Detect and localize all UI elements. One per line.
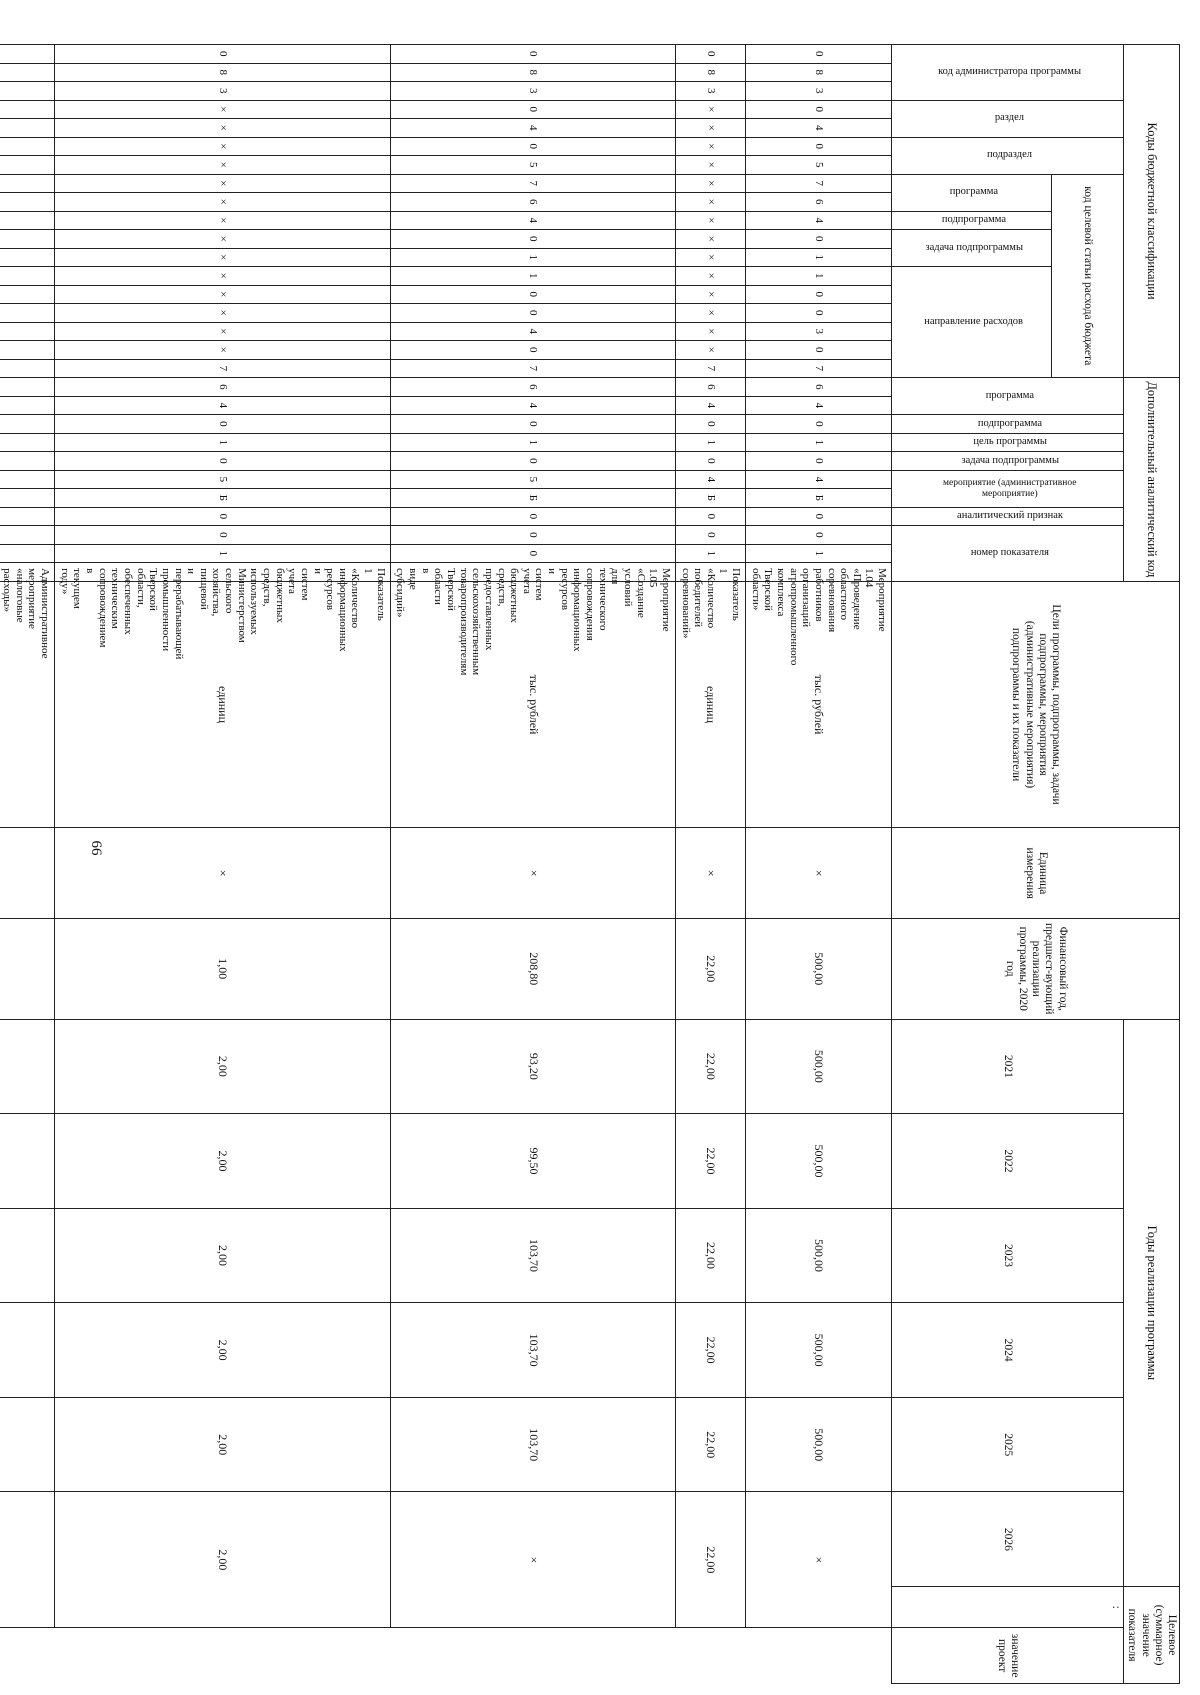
code-cell-admin: 8 <box>55 63 391 82</box>
code-cell-direction: 0 <box>390 341 675 360</box>
table-row <box>390 45 675 1684</box>
analytic-code-cell <box>0 489 55 508</box>
subsection-header: подраздел <box>987 149 1033 161</box>
analytic-code-cell: 0 <box>675 452 745 471</box>
code-cell-admin: 8 <box>675 63 745 82</box>
analytic-code-cell: 0 <box>675 507 745 526</box>
code-cell-program: 7 <box>390 174 675 193</box>
code-cell-subsection: 5 <box>746 156 892 175</box>
code-cell-subsection: × <box>55 137 391 156</box>
analytic-code-cell: 1 <box>390 433 675 452</box>
year-2021-header: 2021 <box>892 1019 1124 1114</box>
value-2026 <box>0 1397 55 1492</box>
analytic-code-cell <box>0 415 55 434</box>
code-cell-section <box>0 119 55 138</box>
code-cell-direction: × <box>55 285 391 304</box>
row-description: Показатель 1 «Количество информационных ресурсов и систем учета бюджетных средств, используемых Министерством сельского хозяйства, пищевой и перерабатывающей промышленности Тверской области, обеспеченных техническим сопровождением в текущем году» <box>55 563 391 582</box>
analytic-code-cell: 1 <box>746 544 892 563</box>
target-year-mark: : <box>892 1587 1124 1628</box>
code-cell-subsection: 0 <box>746 137 892 156</box>
code-cell-task: 1 <box>390 248 675 267</box>
code-cell-subsection: × <box>55 156 391 175</box>
analytic-code-cell: Б <box>55 489 391 508</box>
value-2024: 22,00 <box>675 1208 745 1303</box>
budget-codes-header: Коды бюджетной классификации <box>1124 45 1180 378</box>
subprogram-task-header: задача подпрограммы <box>924 241 1023 253</box>
code-cell-direction: × <box>675 285 745 304</box>
code-cell-direction: × <box>675 267 745 286</box>
ac-event-header: мероприятие (административное мероприятие) <box>943 477 1077 499</box>
target-article-header: код целевой статьи расхода бюджета <box>1052 174 1124 378</box>
value-2023: 2,00 <box>55 1114 391 1209</box>
value-2024: 2,00 <box>55 1208 391 1303</box>
row-fin-year-value: × <box>390 828 675 918</box>
value-2025 <box>0 1303 55 1398</box>
row-unit: единиц <box>675 581 745 828</box>
code-cell-section: × <box>675 119 745 138</box>
code-cell-direction: 0 <box>746 285 892 304</box>
program-indicators-table <box>0 44 1180 1684</box>
fin-year-header: Финансовый год, предшест-вующий реализации программы, 2020 год <box>892 918 1180 1019</box>
analytic-code-cell: 1 <box>675 544 745 563</box>
code-cell-program: 6 <box>746 193 892 212</box>
code-cell-program: 7 <box>746 174 892 193</box>
row-unit: тыс. рублей <box>390 581 675 828</box>
code-cell-admin: 0 <box>746 45 892 64</box>
value-2026: 22,00 <box>675 1397 745 1492</box>
value-2024: 500,00 <box>746 1208 892 1303</box>
analytic-code-cell: 0 <box>55 507 391 526</box>
code-cell-subsection: 5 <box>390 156 675 175</box>
code-cell-subsection: × <box>675 137 745 156</box>
analytic-code-cell: 0 <box>746 415 892 434</box>
code-cell-admin <box>0 82 55 101</box>
analytic-code-cell: 0 <box>390 507 675 526</box>
code-cell-program: × <box>55 193 391 212</box>
ac-goal-header: цель программы <box>972 436 1047 448</box>
analytic-code-cell <box>0 470 55 489</box>
analytic-code-cell: 4 <box>746 396 892 415</box>
code-cell-program <box>0 174 55 193</box>
code-cell-admin: 3 <box>746 82 892 101</box>
code-cell-task: × <box>55 230 391 249</box>
code-cell-direction: 0 <box>746 304 892 323</box>
code-cell-task: 0 <box>746 230 892 249</box>
code-cell-direction: × <box>675 322 745 341</box>
value-2023: 99,50 <box>390 1114 675 1209</box>
code-cell-admin: 3 <box>675 82 745 101</box>
admin-code-header: код администратора программы <box>938 66 1082 78</box>
code-cell-section: × <box>675 100 745 119</box>
year-2026-header: 2026 <box>892 1492 1124 1587</box>
extra-code-header: Дополнительный аналитический код <box>1124 378 1180 582</box>
code-cell-section: 4 <box>390 119 675 138</box>
table-row <box>55 45 391 1684</box>
analytic-code-cell: 0 <box>55 415 391 434</box>
analytic-code-cell: 7 <box>746 359 892 378</box>
analytic-code-cell: 0 <box>390 544 675 563</box>
value-2025: 500,00 <box>746 1303 892 1398</box>
row-target-value: 22,00 <box>675 1492 745 1628</box>
code-cell-section: 0 <box>390 100 675 119</box>
code-cell-admin <box>0 63 55 82</box>
year-2023-header: 2023 <box>892 1208 1124 1303</box>
expense-direction-header: направление расходов <box>924 316 1024 328</box>
analytic-code-cell: 0 <box>390 452 675 471</box>
analytic-code-cell: Б <box>390 489 675 508</box>
analytic-code-cell: 4 <box>390 396 675 415</box>
program-header: программа <box>949 186 998 198</box>
value-2023: 22,00 <box>675 1114 745 1209</box>
code-cell-program <box>0 193 55 212</box>
analytic-code-cell: 0 <box>55 452 391 471</box>
code-cell-direction: × <box>675 304 745 323</box>
analytic-code-cell: Б <box>746 489 892 508</box>
analytic-code-cell <box>0 378 55 397</box>
row-description: Показатель 1 «Количество победителей соревнований» <box>675 563 745 582</box>
ac-sign-header: аналитический признак <box>956 510 1063 522</box>
analytic-code-cell: 0 <box>390 526 675 545</box>
value-2022: 93,20 <box>390 1019 675 1114</box>
code-cell-direction <box>0 341 55 360</box>
analytic-code-cell: 7 <box>675 359 745 378</box>
value-2022: 22,00 <box>675 1019 745 1114</box>
analytic-code-cell <box>0 452 55 471</box>
unit-header: Единица измерения <box>892 828 1180 918</box>
analytic-code-cell: 4 <box>55 396 391 415</box>
code-cell-direction: × <box>675 341 745 360</box>
code-cell-subprogram: 4 <box>746 211 892 230</box>
code-cell-program: 6 <box>390 193 675 212</box>
analytic-code-cell: 6 <box>55 378 391 397</box>
value-2026: 103,70 <box>390 1397 675 1492</box>
code-cell-admin: 0 <box>390 45 675 64</box>
code-cell-subprogram: 4 <box>390 211 675 230</box>
code-cell-task: 1 <box>746 248 892 267</box>
code-cell-subprogram: × <box>675 211 745 230</box>
code-cell-admin: 8 <box>390 63 675 82</box>
ac-indicator-header: номер показателя <box>970 547 1049 559</box>
value-2021 <box>0 918 55 1019</box>
code-cell-subprogram <box>0 211 55 230</box>
analytic-code-cell <box>0 507 55 526</box>
years-header: Годы реализации программы <box>1124 1019 1180 1587</box>
code-cell-section: × <box>55 119 391 138</box>
code-cell-program: × <box>675 193 745 212</box>
analytic-code-cell: 0 <box>55 526 391 545</box>
analytic-code-cell: 4 <box>675 470 745 489</box>
code-cell-section: 0 <box>746 100 892 119</box>
value-2026: 2,00 <box>55 1397 391 1492</box>
analytic-code-cell: 4 <box>746 470 892 489</box>
value-2025: 22,00 <box>675 1303 745 1398</box>
row-description: Мероприятие 1.05 «Создание условий для технического сопровождения информационных ресурсов и систем учета бюджетных средств, предоставленных сельскохозяйственным товаропроизводителям Тверской области в виде субсидий» <box>390 563 675 582</box>
value-2021: 208,80 <box>390 918 675 1019</box>
code-cell-direction: × <box>55 322 391 341</box>
ac-task-header: задача подпрограммы <box>960 454 1059 466</box>
code-cell-admin: 8 <box>746 63 892 82</box>
analytic-code-cell: 7 <box>55 359 391 378</box>
code-cell-direction <box>0 267 55 286</box>
code-cell-admin: 3 <box>55 82 391 101</box>
analytic-code-cell: 0 <box>746 452 892 471</box>
row-fin-year-value: × <box>675 828 745 918</box>
value-2023 <box>0 1114 55 1209</box>
analytic-code-cell: 0 <box>746 526 892 545</box>
target-note: значение проект <box>892 1628 1124 1684</box>
year-2022-header: 2022 <box>892 1114 1124 1209</box>
analytic-code-cell: 0 <box>746 507 892 526</box>
code-cell-direction: 1 <box>746 267 892 286</box>
subprogram-header: подпрограмма <box>941 214 1006 226</box>
code-cell-direction: 0 <box>390 285 675 304</box>
code-cell-admin: 0 <box>55 45 391 64</box>
code-cell-direction: × <box>55 341 391 360</box>
analytic-code-cell <box>0 526 55 545</box>
value-2021: 500,00 <box>746 918 892 1019</box>
analytic-code-cell: 1 <box>55 433 391 452</box>
value-2024 <box>0 1208 55 1303</box>
row-description: Мероприятие 1.04 «Проведение областного соревнования работников организаций агропромышленного комплекса Тверской области» <box>746 563 892 582</box>
analytic-code-cell: 1 <box>746 433 892 452</box>
year-2025-header: 2025 <box>892 1397 1124 1492</box>
analytic-code-cell: 6 <box>746 378 892 397</box>
analytic-code-cell: 0 <box>390 415 675 434</box>
code-cell-direction: × <box>55 304 391 323</box>
code-cell-direction <box>0 322 55 341</box>
code-cell-direction: 1 <box>390 267 675 286</box>
analytic-code-cell: 6 <box>675 378 745 397</box>
analytic-code-cell: 4 <box>675 396 745 415</box>
value-2023: 500,00 <box>746 1114 892 1209</box>
row-target-value <box>0 1492 55 1628</box>
code-cell-direction <box>0 285 55 304</box>
code-cell-program: × <box>55 174 391 193</box>
row-description: Административное мероприятие «налоговые расходы» <box>0 563 55 582</box>
ac-subprogram-header: подпрограмма <box>977 417 1042 429</box>
value-2022: 500,00 <box>746 1019 892 1114</box>
code-cell-task <box>0 248 55 267</box>
year-2024-header: 2024 <box>892 1303 1124 1398</box>
analytic-code-cell: 1 <box>55 544 391 563</box>
code-cell-subsection: 0 <box>390 137 675 156</box>
value-2025: 2,00 <box>55 1303 391 1398</box>
analytic-code-cell <box>0 396 55 415</box>
goals-header: Цели программы, подпрограммы, задачи подпрограммы, мероприятия (административные мероприятия) подпрограммы и их показатели <box>892 581 1180 828</box>
analytic-code-cell: 1 <box>675 433 745 452</box>
code-cell-direction: 3 <box>746 322 892 341</box>
table-row <box>0 45 55 1684</box>
row-target-value: × <box>390 1492 675 1628</box>
row-fin-year-value: × <box>55 828 391 918</box>
row-target-value: × <box>746 1492 892 1628</box>
code-cell-task <box>0 230 55 249</box>
code-cell-section: 4 <box>746 119 892 138</box>
page-number: 66 <box>88 840 104 856</box>
analytic-code-cell: 0 <box>675 526 745 545</box>
code-cell-task: × <box>675 230 745 249</box>
row-target-value: 2,00 <box>55 1492 391 1628</box>
analytic-code-cell: 5 <box>55 470 391 489</box>
code-cell-admin <box>0 45 55 64</box>
analytic-code-cell: 6 <box>390 378 675 397</box>
analytic-code-cell <box>0 544 55 563</box>
value-2021: 22,00 <box>675 918 745 1019</box>
code-cell-task: × <box>55 248 391 267</box>
code-cell-task: 0 <box>390 230 675 249</box>
target-header: Целевое (суммарное) значение показателя <box>1124 1587 1180 1684</box>
value-2024: 103,70 <box>390 1208 675 1303</box>
code-cell-direction: 0 <box>746 341 892 360</box>
value-2022 <box>0 1019 55 1114</box>
analytic-code-cell: Б <box>675 489 745 508</box>
value-2021: 1,00 <box>55 918 391 1019</box>
code-cell-direction: × <box>55 267 391 286</box>
code-cell-direction: 0 <box>390 304 675 323</box>
row-unit: тыс. рублей <box>746 581 892 828</box>
analytic-code-cell: 7 <box>390 359 675 378</box>
analytic-code-cell: 0 <box>675 415 745 434</box>
analytic-code-cell <box>0 433 55 452</box>
code-cell-subsection <box>0 137 55 156</box>
code-cell-section: × <box>55 100 391 119</box>
code-cell-program: × <box>675 174 745 193</box>
value-2022: 2,00 <box>55 1019 391 1114</box>
row-fin-year-value: × <box>746 828 892 918</box>
code-cell-direction: 4 <box>390 322 675 341</box>
code-cell-admin: 3 <box>390 82 675 101</box>
code-cell-section <box>0 100 55 119</box>
ac-program-header: программа <box>985 390 1034 402</box>
analytic-code-cell <box>0 359 55 378</box>
row-fin-year-value <box>0 828 55 918</box>
table-row <box>746 45 892 1684</box>
code-cell-subsection <box>0 156 55 175</box>
code-cell-direction <box>0 304 55 323</box>
value-2025: 103,70 <box>390 1303 675 1398</box>
analytic-code-cell: 5 <box>390 470 675 489</box>
section-header: раздел <box>995 112 1025 124</box>
code-cell-subsection: × <box>675 156 745 175</box>
code-cell-subprogram: × <box>55 211 391 230</box>
row-unit: единиц <box>55 581 391 828</box>
code-cell-admin: 0 <box>675 45 745 64</box>
code-cell-task: × <box>675 248 745 267</box>
table-row <box>675 45 745 1684</box>
value-2026: 500,00 <box>746 1397 892 1492</box>
